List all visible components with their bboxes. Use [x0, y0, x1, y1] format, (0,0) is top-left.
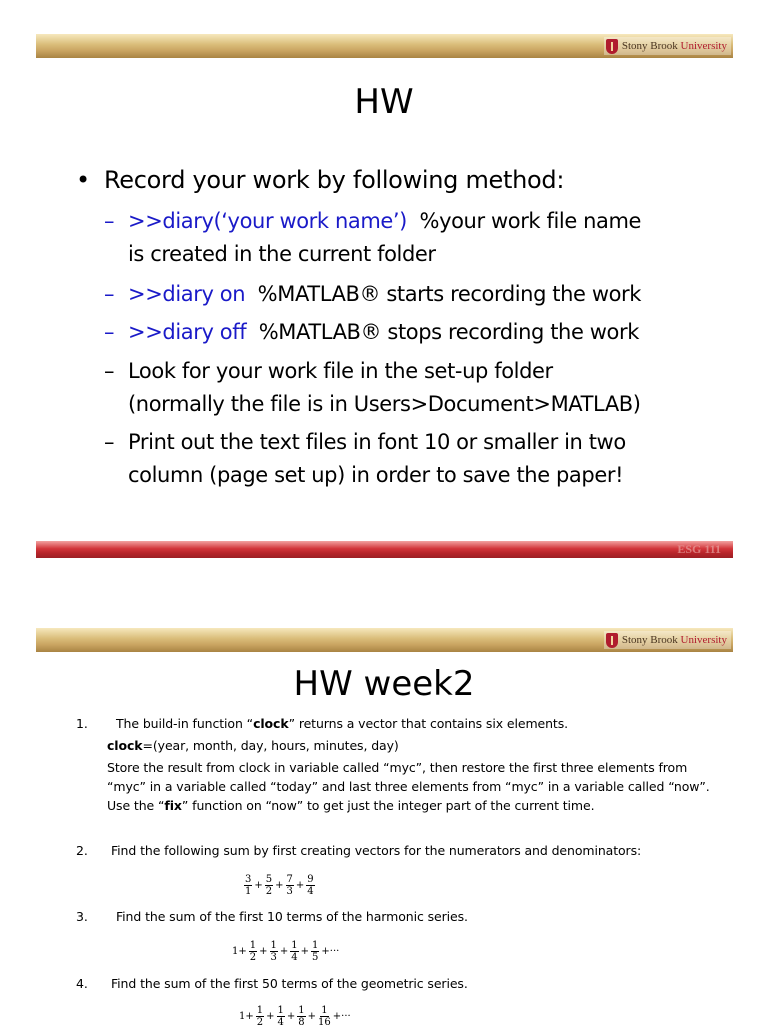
- continuation-text: is created in the current folder: [128, 242, 436, 266]
- bullet-dot-icon: •: [76, 166, 90, 194]
- formula-tail: +···: [332, 1011, 351, 1022]
- question-text: Find the sum of the first 50 terms of the geometric series.: [111, 976, 468, 991]
- numerator: 7: [286, 874, 293, 885]
- numerator: 1: [270, 940, 277, 951]
- sub-item-diary-on: – >>diary on %MATLAB® starts recording the work: [104, 282, 642, 306]
- item-text: Look for your work file in the set-up folder: [128, 359, 553, 383]
- question-number: 2.: [76, 843, 88, 858]
- numerator: 1: [312, 940, 319, 951]
- formula-geometric: 1+ $\frac{1}{2}$ + $\frac{1}{4}$ + $\frac{1}{8}$ + $\frac{1}{16}$ +···: [239, 1005, 351, 1028]
- question-number: 1.: [76, 716, 88, 731]
- university-logo: [604, 37, 731, 55]
- sub-item-diary-name: – >>diary(‘your work name’) %your work file name is created in the current folder: [104, 205, 734, 271]
- question-number: 3.: [76, 909, 88, 924]
- clock-keyword: clock: [107, 738, 143, 753]
- question-text: Find the sum of the first 10 terms of the harmonic series.: [116, 909, 468, 924]
- numerator: 1: [249, 940, 257, 951]
- denominator: 4: [277, 1017, 284, 1028]
- q1-keyword-clock: clock: [253, 716, 289, 731]
- denominator: 8: [298, 1017, 305, 1028]
- footer-bar: [36, 541, 733, 558]
- code-text: >>diary on: [128, 282, 246, 306]
- question-number: 4.: [76, 976, 88, 991]
- q1-line5-a: Use the “: [107, 798, 165, 813]
- comment-text: %MATLAB® starts recording the work: [245, 282, 642, 306]
- numerator: 3: [245, 874, 252, 885]
- numerator: 9: [307, 874, 314, 885]
- q1-text-c: ” returns a vector that contains six elements.: [288, 716, 569, 731]
- formula-lead: 1+: [239, 1011, 254, 1022]
- item-text: Print out the text files in font 10 or smaller in two: [128, 430, 626, 454]
- continuation-text: (normally the file is in Users>Document>MATLAB): [128, 392, 641, 416]
- slide-title: HW: [354, 82, 414, 122]
- slide-hw-week2: [0, 600, 768, 1028]
- numerator: 1: [277, 1005, 284, 1016]
- continuation-text: column (page set up) in order to save the paper!: [128, 463, 624, 487]
- numerator: 1: [256, 1005, 264, 1016]
- numerator: 5: [265, 874, 273, 885]
- sub-item-diary-off: – >>diary off %MATLAB® stops recording the work: [104, 320, 639, 344]
- logo-name: Stony Brook: [621, 40, 678, 52]
- denominator: 3: [286, 886, 293, 897]
- fix-keyword: fix: [164, 798, 182, 813]
- slide-title: HW week2: [293, 664, 475, 704]
- denominator: 4: [291, 952, 298, 963]
- formula-harmonic: 1+ $\frac{1}{2}$ + $\frac{1}{3}$ + $\frac{1}{4}$ + $\frac{1}{5}$ +···: [232, 940, 340, 963]
- numerator: 1: [298, 1005, 305, 1016]
- shield-icon: [606, 39, 618, 54]
- shield-icon: [606, 633, 618, 648]
- formula-tail: +···: [321, 946, 340, 957]
- main-bullet: [76, 166, 564, 194]
- denominator: 5: [312, 952, 319, 963]
- logo-name: Stony Brook: [621, 634, 678, 646]
- q1-line3: Store the result from clock in variable called “myc”, then restore the first three elements from: [107, 760, 688, 775]
- denominator: 2: [265, 886, 273, 897]
- code-text: >>diary off: [128, 320, 247, 344]
- code-text: >>diary(‘your work name’): [128, 209, 407, 233]
- denominator: 2: [249, 952, 257, 963]
- formula-sum: $\frac{3}{1}$ + $\frac{5}{2}$ + $\frac{7}{3}$ + $\frac{9}{4}$: [245, 874, 314, 897]
- numerator: 1: [291, 940, 298, 951]
- q1-line4: “myc” in a variable called “today” and last three elements from “myc” in a variable called “now”.: [107, 779, 710, 794]
- logo-university: University: [680, 634, 727, 646]
- sub-item-print: – Print out the text files in font 10 or smaller in two column (page set up) in order to save the paper!: [104, 426, 734, 492]
- course-label: ESG 111: [677, 542, 721, 556]
- header-bar: [36, 34, 733, 58]
- clock-definition: =(year, month, day, hours, minutes, day): [142, 738, 399, 753]
- sub-item-look: – Look for your work file in the set-up folder (normally the file is in Users>Document>MATLAB): [104, 355, 734, 421]
- comment-text: %MATLAB® stops recording the work: [246, 320, 639, 344]
- main-bullet-text: Record your work by following method:: [104, 166, 565, 194]
- formula-lead: 1+: [232, 946, 247, 957]
- denominator: 1: [245, 886, 252, 897]
- q1-text-a: The build-in function “: [116, 716, 254, 731]
- q1-line5-c: ” function on “now” to get just the integer part of the current time.: [181, 798, 595, 813]
- logo-university: University: [680, 40, 727, 52]
- denominator: 2: [256, 1017, 264, 1028]
- university-logo: [604, 631, 731, 649]
- comment-text: %your work file name: [406, 209, 642, 233]
- question-text: Find the following sum by first creating vectors for the numerators and denominators:: [111, 843, 642, 858]
- denominator: 4: [307, 886, 314, 897]
- header-bar: [36, 628, 733, 652]
- numerator: 1: [321, 1005, 328, 1016]
- denominator: 16: [318, 1017, 331, 1028]
- denominator: 3: [270, 952, 277, 963]
